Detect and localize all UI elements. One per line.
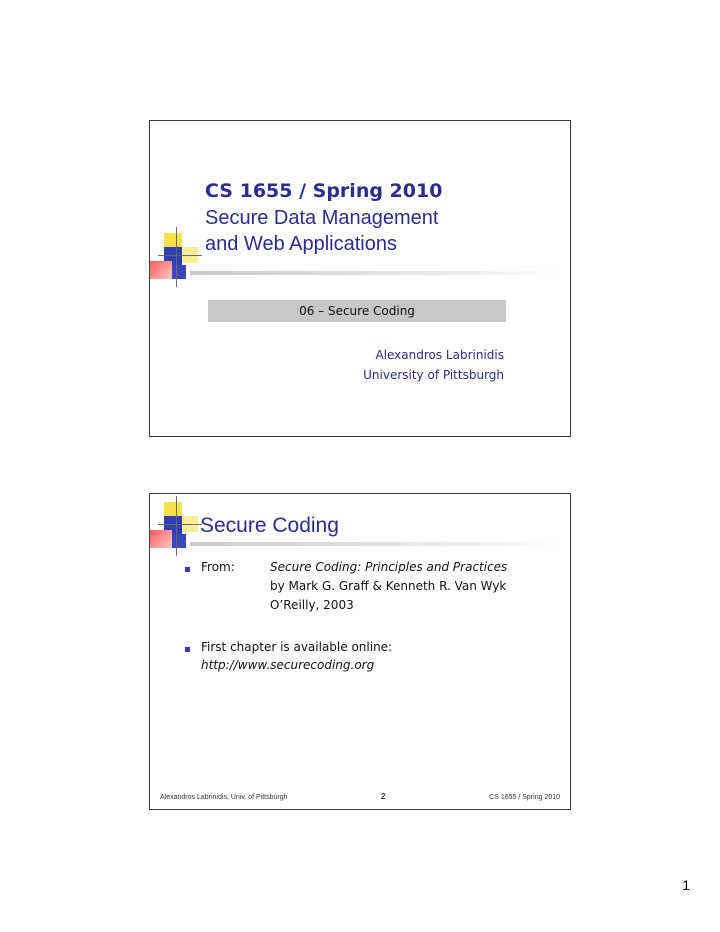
title-divider bbox=[190, 271, 562, 275]
slide-title-line-1: Secure Data Management bbox=[205, 207, 439, 229]
slide-number: 2 bbox=[381, 792, 386, 801]
bullet-square-icon bbox=[185, 647, 190, 652]
book-title: Secure Coding: Principles and Practices bbox=[270, 560, 508, 574]
book-authors: by Mark G. Graff & Kenneth R. Van Wyk bbox=[270, 579, 507, 593]
footer-left: Alexandros Labrinidis, Univ. of Pittsburgh bbox=[160, 794, 288, 801]
slide-2 bbox=[149, 493, 571, 810]
title-divider bbox=[190, 542, 562, 546]
author-name: Alexandros Labrinidis bbox=[375, 348, 504, 362]
lecture-subtitle: 06 – Secure Coding bbox=[208, 300, 506, 322]
slide-title: Secure Coding bbox=[200, 514, 339, 537]
course-title: CS 1655 / Spring 2010 bbox=[205, 180, 443, 202]
book-publisher: O’Reilly, 2003 bbox=[270, 598, 354, 612]
page-number: 1 bbox=[682, 877, 690, 893]
author-affiliation: University of Pittsburgh bbox=[363, 368, 504, 382]
bullet-square-icon bbox=[185, 567, 190, 572]
securecoding-link[interactable]: http://www.securecoding.org bbox=[201, 658, 375, 672]
slide-1 bbox=[149, 120, 571, 437]
footer-right: CS 1655 / Spring 2010 bbox=[489, 794, 560, 801]
bullet-online-text: First chapter is available online: bbox=[201, 640, 393, 654]
slide-title-line-2: and Web Applications bbox=[205, 233, 397, 255]
slide-logo-icon bbox=[150, 233, 210, 293]
bullet-from-label: From: bbox=[201, 560, 235, 574]
